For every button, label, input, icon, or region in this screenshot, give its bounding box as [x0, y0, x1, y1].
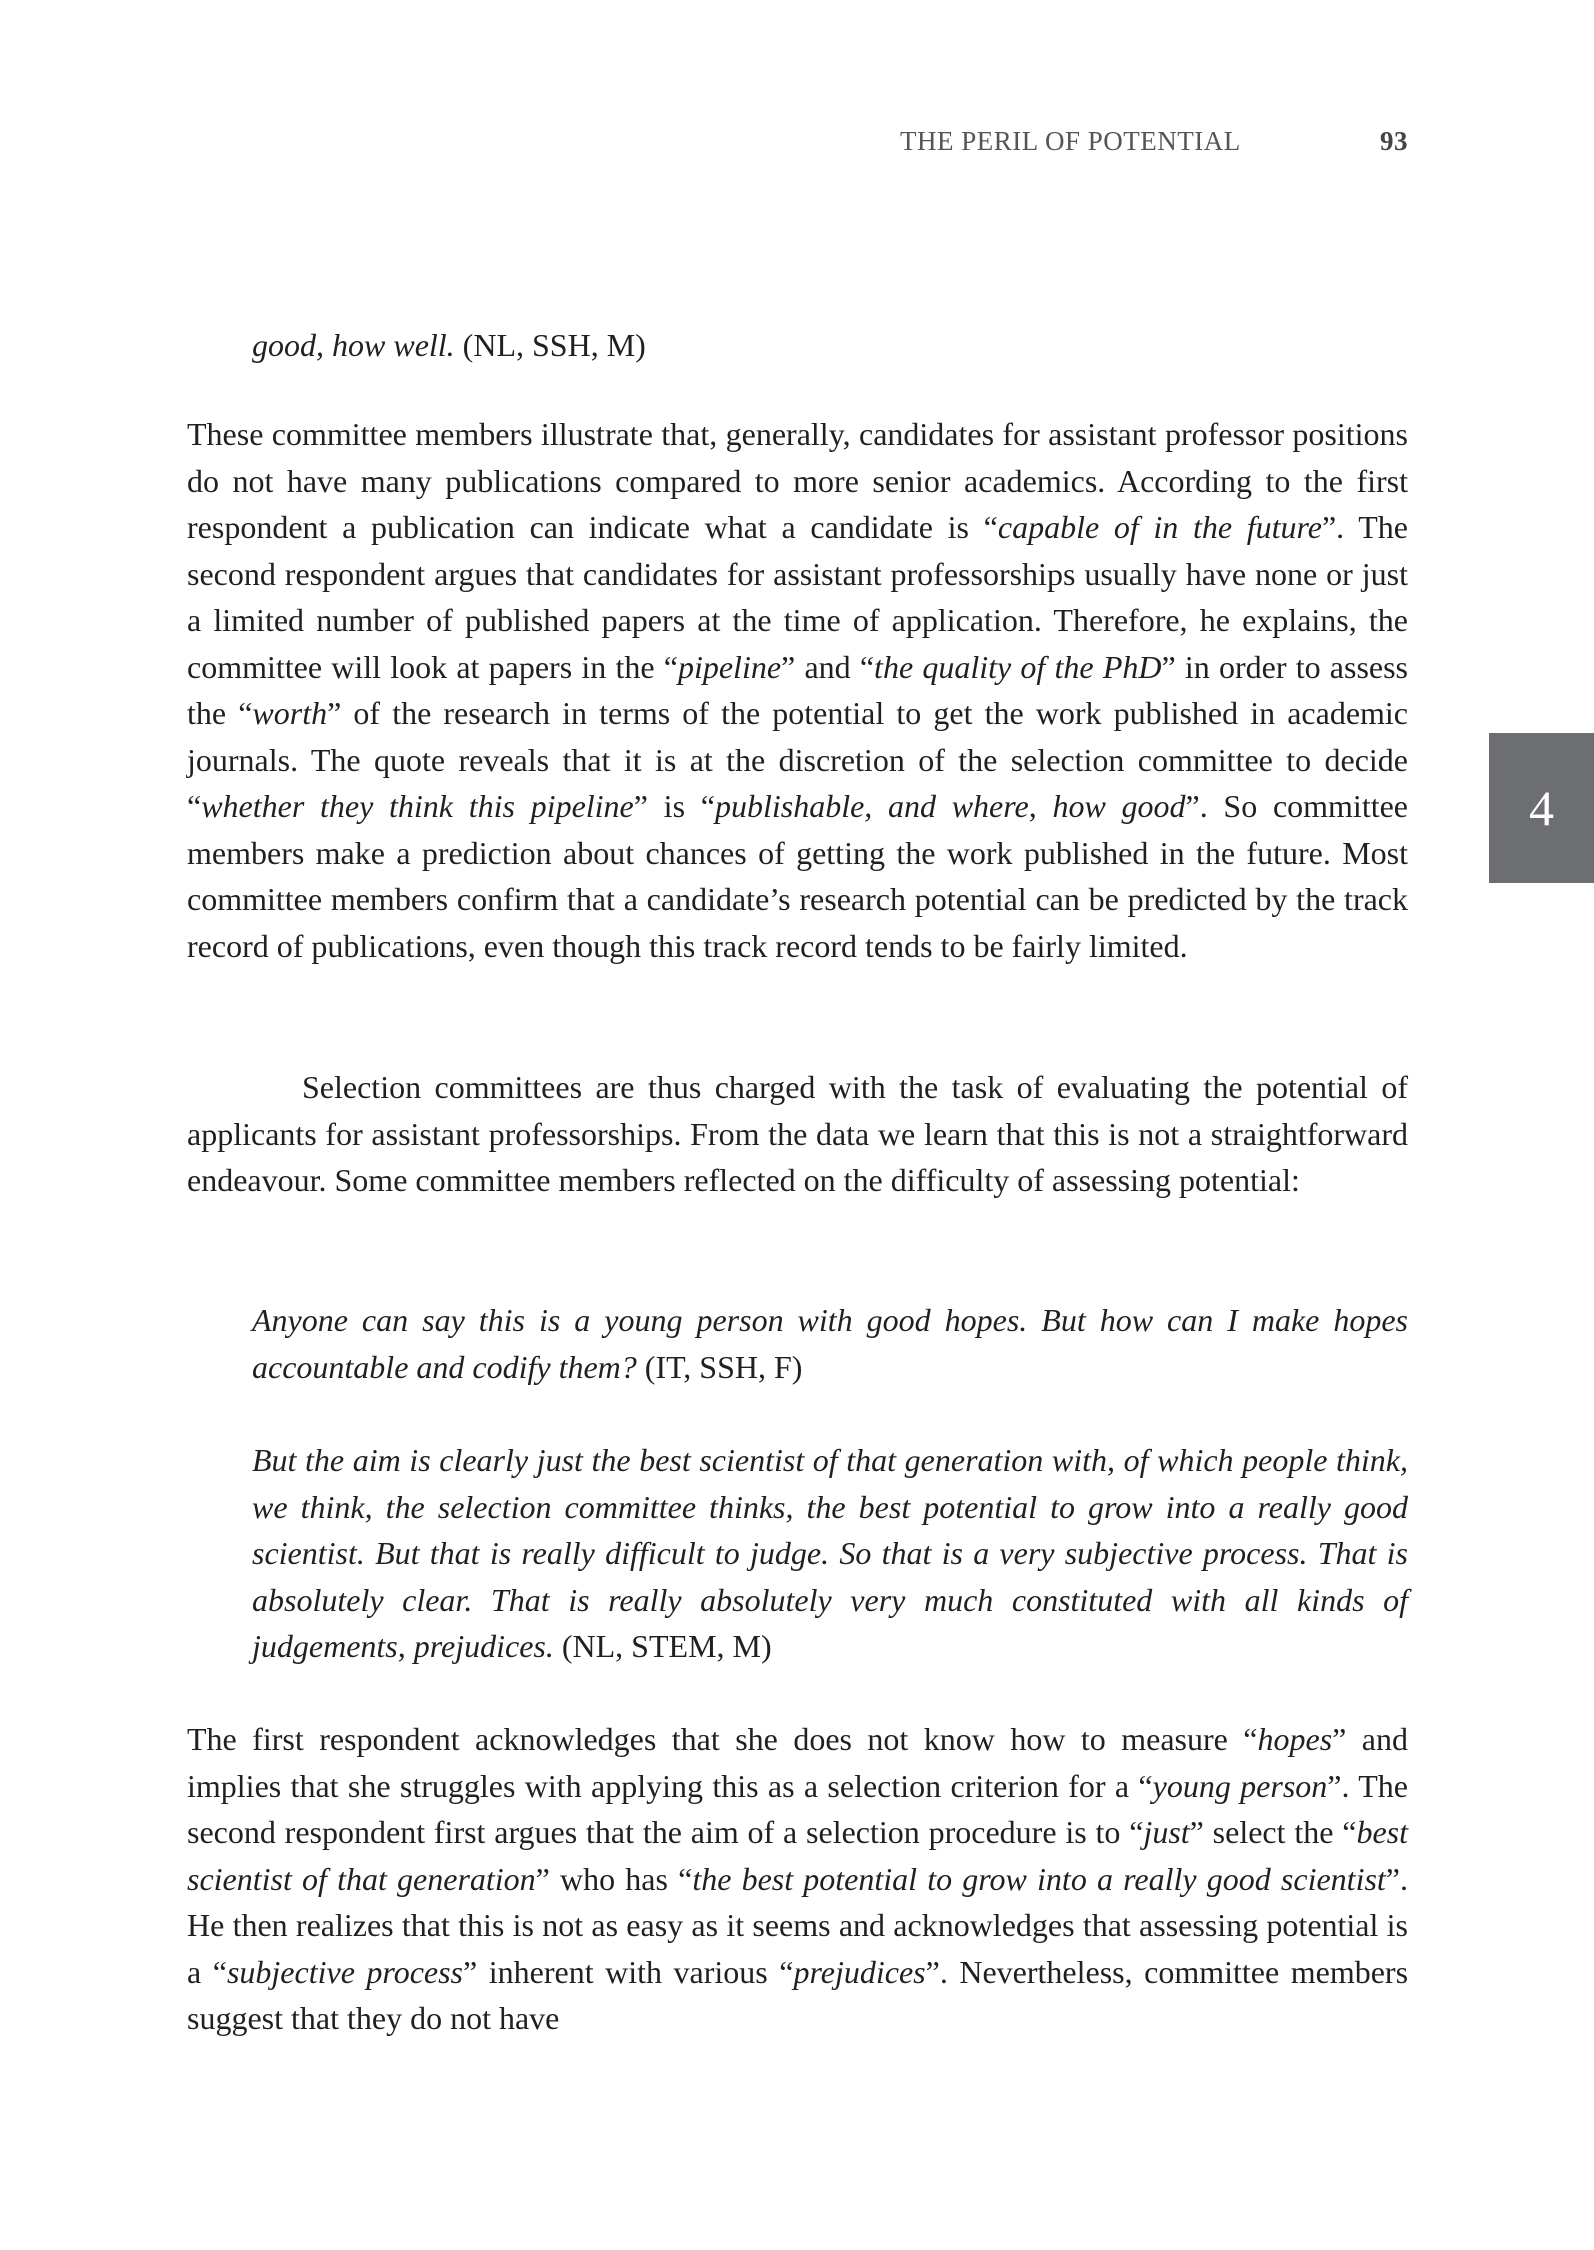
paragraph-3-segment: ” and implies that she struggles with applying this as a selection criterion for a “: [187, 1721, 1409, 1804]
paragraph-3-quote: best scientist of that generation: [187, 1814, 1409, 1897]
paragraph-1-quote: the quality of the PhD: [874, 648, 1162, 685]
paragraph-1-quote: capable of in the future: [997, 509, 1322, 545]
paragraph-1-quote: pipeline: [677, 648, 782, 685]
quote-continuation-attribution: (NL, SSH, M): [462, 327, 646, 363]
paragraph-1-quote: publishable, and where, how good: [714, 788, 1186, 824]
paragraph-3-segment: ” select the “: [1189, 1814, 1357, 1850]
paragraph-3-segment: The first respondent acknowledges that she does not know how to measure “: [187, 1721, 1258, 1757]
paragraph-3-segment: ”. He then realizes that this is not as easy as it seems and acknowledges that assessing potential is a “: [187, 1860, 1408, 1990]
page-number: 93: [1380, 126, 1408, 156]
running-title: THE PERIL OF POTENTIAL: [900, 126, 1241, 156]
block-quote-1: [252, 1297, 1408, 1390]
paragraph-3-quote: prejudices: [793, 1953, 926, 1990]
body-paragraph-1: [187, 411, 1408, 969]
block-quote-1-attribution: (IT, SSH, F): [644, 1348, 803, 1385]
paragraph-1-segment: ” is “: [633, 788, 715, 824]
paragraph-3-quote: the best potential to grow into a really good scientist: [692, 1860, 1386, 1897]
chapter-tab: [1489, 733, 1594, 883]
paragraph-3-quote: hopes: [1257, 1721, 1333, 1757]
paragraph-1-segment: ” and “: [781, 648, 875, 685]
paragraph-1-segment: ” in order to assess the “: [187, 648, 1408, 731]
block-quote-1-text: Anyone can say this is a young person with good hopes. But how can I make hopes accountable and codify them?: [252, 1302, 1408, 1385]
chapter-tab-label: 4: [1529, 780, 1554, 836]
running-header: [900, 126, 1408, 166]
block-quote-2: [252, 1437, 1408, 1670]
paragraph-1-quote: worth: [252, 695, 328, 731]
block-quote-2-text: But the aim is clearly just the best scientist of that generation with, of which people think, we think, the selection committee thinks, the best potential to grow into a really good scientist. But that is really difficult to judge. So that is a very subjective process. That is absolutely clear. That is really absolutely very much constituted with all kinds of judgements, prejudices.: [252, 1442, 1408, 1664]
paragraph-3-segment: ” inherent with various “: [463, 1953, 794, 1990]
paragraph-3-segment: ”. The second respondent first argues that the aim of a selection procedure is to “: [187, 1767, 1409, 1850]
paragraph-3-segment: ” who has “: [535, 1860, 693, 1897]
body-paragraph-3: [187, 1716, 1408, 2042]
quote-continuation: [252, 322, 1408, 369]
paragraph-3-quote: just: [1143, 1814, 1190, 1850]
paragraph-1-segment: ” of the research in terms of the potential to get the work published in academic journals. The quote reveals that it is at the discretion of the selection committee to decide “: [187, 695, 1409, 824]
paragraph-1-segment: ”. The second respondent argues that candidates for assistant professorships usually have none or just a limited number of published papers at the time of application. Therefore, he explains, the committee will look at papers in the “: [187, 509, 1409, 685]
paragraph-1-quote: whether they think this pipeline: [201, 788, 634, 824]
body-paragraph-2: Selection committees are thus charged with the task of evaluating the potential of applicants for assistant professorships. From the data we learn that this is not a straightforward endeavour. Some committee members reflected on the difficulty of assessing potential:: [187, 1069, 1408, 1198]
paragraph-3-quote: young person: [1152, 1767, 1328, 1804]
block-quote-2-attribution: (NL, STEM, M): [561, 1628, 772, 1664]
paragraph-1-segment: These committee members illustrate that, generally, candidates for assistant professor positions do not have many publications compared to more senior academics. According to the first respondent a publication can indicate what a candidate is “: [187, 416, 1408, 545]
paragraph-1-segment: ”. So committee members make a prediction about chances of getting the work published in the future. Most committee members confirm that a candidate’s research potential can be predicted by the track record of publications, even though this track record tends to be fairly limited.: [187, 788, 1409, 964]
paragraph-3-segment: ”. Nevertheless, committee members suggest that they do not have: [187, 1953, 1409, 2036]
paragraph-3-quote: subjective process: [226, 1953, 464, 1990]
quote-continuation-text: good, how well.: [252, 327, 455, 363]
